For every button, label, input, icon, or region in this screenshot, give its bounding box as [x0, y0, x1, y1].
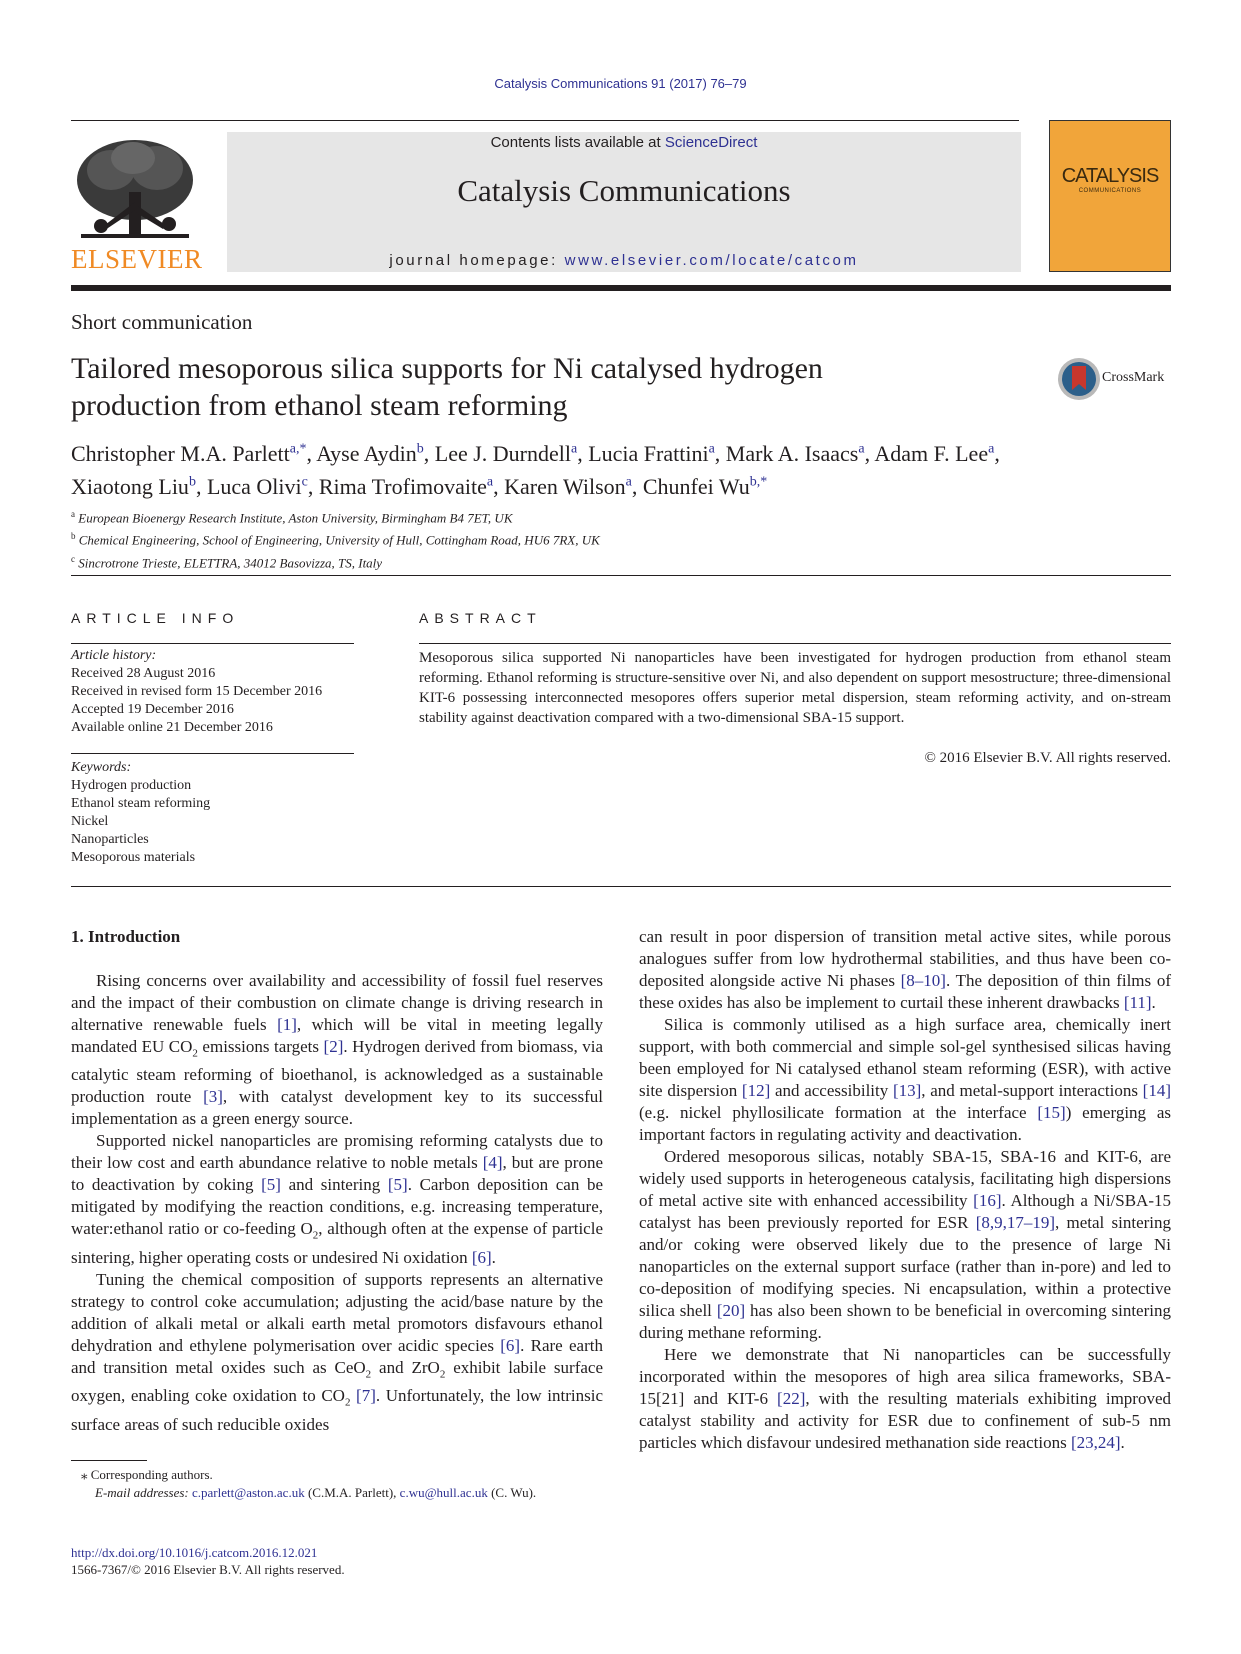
subscript: 2 — [344, 1396, 351, 1409]
citation-link[interactable]: [14] — [1142, 1081, 1171, 1100]
body-paragraph: Rising concerns over availability and accessibility of fossil fuel reserves and the impact of their combustion on climate change is driving research in alternative renewable fuels [1], which will be vital in meeting legally mandated EU $CO_2$ emissions targets [2]. Hydrogen derived from biomass, via catalytic steam reforming of bioethanol, is acknowledged as a sustainable production route [3], with catalyst development key to its successful implementation as a green energy source. — [71, 971, 604, 1129]
crossmark-label[interactable]: CrossMark — [1102, 370, 1165, 385]
divider — [71, 886, 1171, 887]
author[interactable]: Karen Wilson$^a$, — [504, 473, 643, 499]
journal-citation[interactable]: Catalysis Communications 91 (2017) 76–79 — [494, 76, 747, 91]
citation-link[interactable]: [8,9,17–19] — [975, 1213, 1056, 1232]
author[interactable]: Chunfei $Wu^{b,*}$ — [642, 473, 768, 499]
affiliation: $^a$ European Bioenergy Research Institute, Aston University, Birmingham B4 7ET, UK — [71, 509, 513, 526]
section-heading-introduction: 1. Introduction — [71, 927, 181, 946]
footnote — [81, 1466, 601, 1502]
keywords-label: Keywords: — [71, 760, 132, 775]
journal-cover — [1049, 120, 1171, 272]
keyword: Nickel — [71, 814, 109, 829]
history-label: Article history: — [71, 648, 157, 663]
doi-link[interactable]: http://dx.doi.org/10.1016/j.catcom.2016.12.021 — [71, 1545, 318, 1560]
author[interactable]: Christopher M.A. Parlett$^{a,*}$, — [71, 441, 317, 467]
body-paragraph: Tuning the chemical composition of supports represents an alternative strategy to control coke accumulation; adjusting the acid/base nature by the addition of alkali metal or alkali earth metal promotors disfavours ethanol dehydration and ethylene polymerisation over acidic species [6]. Rare earth and transition metal oxides such as CeO$_2$ and ZrO$_2$ exhibit labile surface oxygen, enabling coke oxidation to $CO_2$ [7]. Unfortunately, the low intrinsic surface areas of such reducible oxides — [71, 1269, 603, 1434]
homepage-link[interactable]: www.elsevier.com/locate/catcom — [564, 252, 859, 269]
history-item: Received in revised form 15 December 2016 — [71, 684, 323, 699]
author[interactable]: Adam F. Lee$^a$, — [874, 441, 1000, 467]
title-line-2: production from ethanol steam reforming — [71, 389, 568, 422]
sciencedirect-link[interactable]: ScienceDirect — [664, 134, 758, 151]
author-list — [71, 436, 1181, 501]
abstract-text: Mesoporous silica supported Ni nanoparticles have been investigated for hydrogen production from ethanol steam reforming. Ethanol reforming is structure-sensitive over Ni, and also dependent on support mesostructure; three-dimensional KIT-6 possessing interconnected mesopores offers superior metal dispersion, steam reforming activity, and on-stream stability against deactivation compared with a two-dimensional SBA-15 support. — [419, 650, 1171, 726]
author[interactable]: Rima Trofimovaite$^a$, — [318, 473, 505, 499]
article-title — [71, 350, 971, 424]
article-type: Short communication — [71, 310, 253, 334]
citation-link[interactable]: [12] — [741, 1081, 771, 1100]
body-paragraph: Ordered mesoporous silicas, notably SBA-15, SBA-16 and KIT-6, are widely used supports in heterogeneous catalysis, facilitating high dispersions of metal active site with enhanced accessibility [16]. Although a Ni/SBA-15 catalyst has been previously reported for ESR [8,9,17–19], metal sintering and/or coking were observed likely due to the presence of large Ni nanoparticles on the external support surface (rather than in-pore) and led to co-deposition of modifying species. Ni encapsulation, within a protective silica shell [20] has also been shown to be beneficial in overcoming sintering during methane reforming. — [639, 1147, 1171, 1342]
article-history — [71, 647, 361, 737]
author[interactable]: Ayse Aydin$^b$, — [316, 441, 435, 467]
divider — [71, 643, 354, 644]
history-item: Received 28 August 2016 — [71, 666, 216, 681]
journal-title: Catalysis Communications — [457, 173, 791, 208]
abstract-copyright: © 2016 Elsevier B.V. All rights reserved. — [924, 750, 1171, 766]
issn-line: 1566-7367/© 2016 Elsevier B.V. All rights reserved. — [71, 1562, 345, 1577]
cover-title: CATALYSIS — [1061, 165, 1159, 187]
keywords — [71, 759, 361, 867]
author[interactable]: Lucia Frattini$^a$, — [588, 441, 726, 467]
keyword: Ethanol steam reforming — [71, 796, 211, 811]
divider — [71, 753, 354, 754]
affiliation: $^c$ Sincrotrone Trieste, ELETTRA, 34012 Basovizza, TS, Italy — [71, 553, 383, 570]
citation-link[interactable]: [15] — [1037, 1103, 1066, 1122]
body-column-right — [639, 926, 1171, 1454]
keyword: Mesoporous materials — [71, 850, 196, 865]
footnote-rule — [71, 1460, 147, 1461]
citation-link[interactable]: [7] — [356, 1386, 376, 1406]
citation-link[interactable]: [6] — [500, 1335, 521, 1355]
crossmark-icon[interactable] — [1056, 356, 1102, 402]
citation-link[interactable]: [11] — [1123, 993, 1152, 1012]
author[interactable]: Xiaotong Liu$^b$, — [71, 473, 207, 499]
body-paragraph: can result in poor dispersion of transition metal active sites, while porous analogues suffer from low hydrothermal stabilities, and thus have been co-deposited alongside active Ni phases [8–10]. The deposition of thin films of these oxides has also be implement to curtail these inherent drawbacks [11]. — [639, 927, 1171, 1012]
body-column-left — [71, 970, 603, 1436]
email-link[interactable]: c.parlett@aston.ac.uk — [192, 1485, 305, 1500]
citation-link[interactable]: [4] — [482, 1153, 503, 1173]
author[interactable]: Mark A. Isaacs$^a$, — [725, 441, 875, 467]
citation-link[interactable]: [20] — [716, 1301, 746, 1320]
cover-subtitle: COMMUNICATIONS — [1078, 188, 1142, 194]
author[interactable]: Luca Olivi$^c$, — [206, 473, 319, 499]
history-item: Accepted 19 December 2016 — [71, 702, 234, 717]
citation-link[interactable]: [8–10] — [900, 971, 946, 990]
subscript: 2 — [365, 1368, 372, 1381]
subscript: 2 — [439, 1368, 446, 1381]
divider — [419, 643, 1171, 644]
citation-link[interactable]: [16] — [973, 1191, 1002, 1210]
email-link[interactable]: c.wu@hull.ac.uk — [399, 1485, 488, 1500]
publisher-logo-text: ELSEVIER — [71, 244, 203, 274]
affiliation: $^b$ Chemical Engineering, School of Engineering, University of Hull, Cottingham Road, HU6 7RX, UK — [71, 531, 600, 548]
body-paragraph: Silica is commonly utilised as a high surface area, chemically inert support, with both commercial and simple sol-gel synthesised silicas having been employed for Ni catalysed ethanol steam reforming (ESR), with active site dispersion [12] and accessibility [13], and metal-support interactions [14] (e.g. nickel phyllosilicate formation at the interface [15]) emerging as important factors in regulating activity and deactivation. — [639, 1015, 1172, 1144]
citation-link[interactable]: [22] — [777, 1389, 806, 1408]
email-note: E-mail addresses: c.parlett@aston.ac.uk (C.M.A. Parlett), c.wu@hull.ac.uk (C. Wu). — [95, 1485, 537, 1500]
corresponding-note: ⁎ Corresponding authors. — [81, 1467, 213, 1482]
author[interactable]: Lee J. Durndell$^a$, — [434, 441, 589, 467]
journal-homepage: journal homepage: www.elsevier.com/locate/catcom — [389, 252, 859, 269]
keyword: Nanoparticles — [71, 832, 149, 847]
citation-link[interactable]: [2] — [323, 1037, 344, 1056]
citation-link[interactable]: [6] — [471, 1247, 492, 1267]
title-line-1: Tailored mesoporous silica supports for Ni catalysed hydrogen — [71, 352, 823, 385]
citation-link[interactable]: [1] — [277, 1015, 297, 1034]
citation-link[interactable]: [13] — [892, 1081, 922, 1100]
citation-link[interactable]: [23,24] — [1070, 1433, 1121, 1452]
abstract-heading: ABSTRACT — [419, 610, 542, 626]
citation-link[interactable]: [5] — [261, 1175, 281, 1195]
citation-link[interactable]: [5] — [387, 1175, 408, 1195]
header-rule — [71, 120, 1019, 121]
divider — [71, 575, 1171, 576]
history-item: Available online 21 December 2016 — [71, 720, 273, 735]
body-paragraph: Supported nickel nanoparticles are promising reforming catalysts due to their low cost and earth abundance relative to noble metals [4], but are prone to deactivation by coking [5] and sintering [5]. Carbon deposition can be mitigated by modifying the reaction conditions, e.g. increasing temperature, water:ethanol ratio or co-feeding $O_2$, although often at the expense of particle sintering, higher operating costs or undesired Ni oxidation [6]. — [71, 1131, 603, 1267]
affiliations — [71, 505, 1071, 572]
body-paragraph: Here we demonstrate that Ni nanoparticles can be successfully incorporated within the mesopores of high area silica frameworks, SBA-15[21] and KIT-6 [22], with the resulting materials exhibiting improved catalyst stability and activity for ESR due to confinement of sub-5 nm particles which disfavour undesired methanation side reactions [23,24]. — [639, 1345, 1171, 1452]
subscript: 2 — [192, 1047, 198, 1060]
header-thick-rule — [71, 285, 1171, 291]
subscript: 2 — [312, 1229, 319, 1242]
citation-link[interactable]: [3] — [203, 1087, 223, 1107]
keyword: Hydrogen production — [71, 778, 192, 793]
article-info-heading: ARTICLE INFO — [71, 610, 240, 626]
contents-line: Contents lists available at ScienceDirect — [490, 134, 758, 151]
